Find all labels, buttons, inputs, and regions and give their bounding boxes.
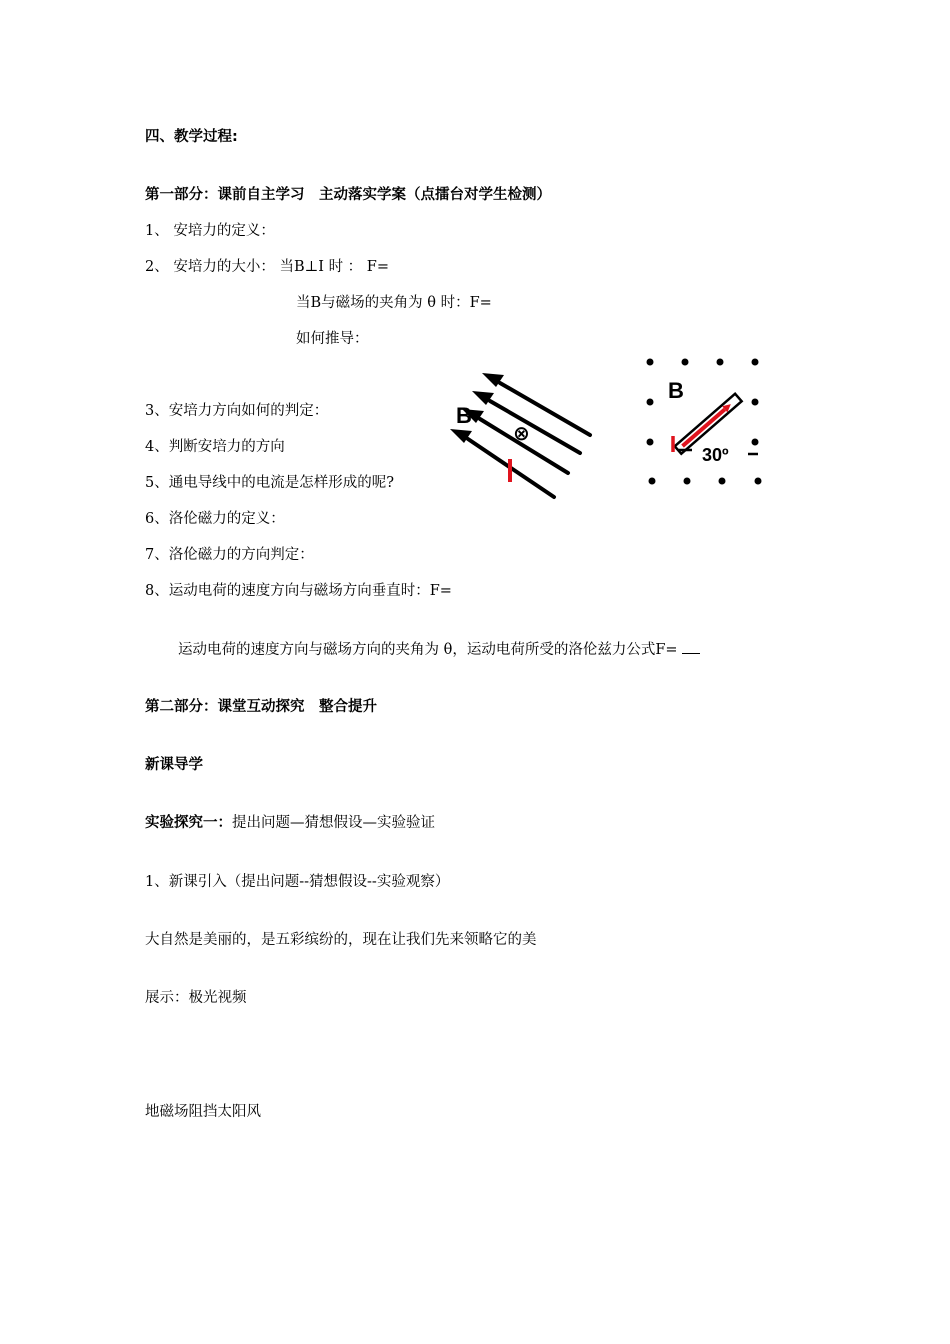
intro-line: 1、新课引入（提出问题--猜想假设--实验观察）: [145, 874, 450, 890]
item-4: 4、判断安培力的方向: [145, 439, 285, 455]
part2-subheading: 新课导学: [145, 757, 203, 773]
part1-heading: 第一部分：课前自主学习 主动落实学案（点擂台对学生检测）: [145, 187, 551, 203]
field-dot: [752, 359, 759, 366]
item-2-derive: 如何推导：: [296, 331, 369, 347]
field-line: [490, 401, 580, 453]
nature-line: 大自然是美丽的，是五彩缤纷的，现在让我们先来领略它的美: [145, 932, 537, 948]
field-dot: [717, 359, 724, 366]
item-7: 7、洛伦磁力的方向判定：: [145, 547, 314, 563]
solar-wind-line: 地磁场阻挡太阳风: [145, 1104, 261, 1120]
item-6: 6、洛伦磁力的定义：: [145, 511, 285, 527]
dot-field-figure: [640, 350, 770, 495]
field-dot: [647, 399, 654, 406]
field-dot: [649, 478, 656, 485]
item-2-angle: 当B与磁场的夹角为 θ 时：F=: [296, 295, 492, 311]
experiment-text: 提出问题—猜想假设—实验验证: [232, 815, 435, 831]
field-dot: [752, 399, 759, 406]
field-dot: [752, 439, 759, 446]
field-dot: [647, 439, 654, 446]
field-lines-figure: [440, 365, 610, 510]
experiment-label: 实验探究一：: [145, 815, 232, 831]
lorentz-paragraph: [178, 639, 700, 660]
lorentz-paragraph-text: 运动电荷的速度方向与磁场方向的夹角为 θ，运动电荷所受的洛伦兹力公式F=: [178, 642, 678, 658]
part2-heading: 第二部分：课堂互动探究 整合提升: [145, 699, 377, 715]
angle-label: 30º: [702, 445, 729, 465]
field-dot: [647, 359, 654, 366]
field-dot: [684, 478, 691, 485]
b-label: B: [456, 403, 472, 428]
field-dot: [719, 478, 726, 485]
video-line: 展示：极光视频: [145, 990, 247, 1006]
experiment-line: [145, 813, 435, 833]
answer-blank: [682, 639, 700, 654]
item-1: 1、 安培力的定义：: [145, 223, 275, 239]
field-dot: [755, 478, 762, 485]
b-label: B: [668, 378, 684, 403]
cross-symbol: ⊗: [513, 423, 530, 445]
item-2: 2、 安培力的大小： 当B⊥I 时 ： F=: [145, 259, 389, 275]
current-arrow: [683, 409, 725, 446]
section-title: 四、教学过程:: [145, 129, 238, 145]
field-dot: [682, 359, 689, 366]
item-8: 8、运动电荷的速度方向与磁场方向垂直时：F=: [145, 583, 452, 599]
item-5: 5、通电导线中的电流是怎样形成的呢?: [145, 475, 394, 491]
item-3: 3、安培力方向如何的判定：: [145, 403, 329, 419]
